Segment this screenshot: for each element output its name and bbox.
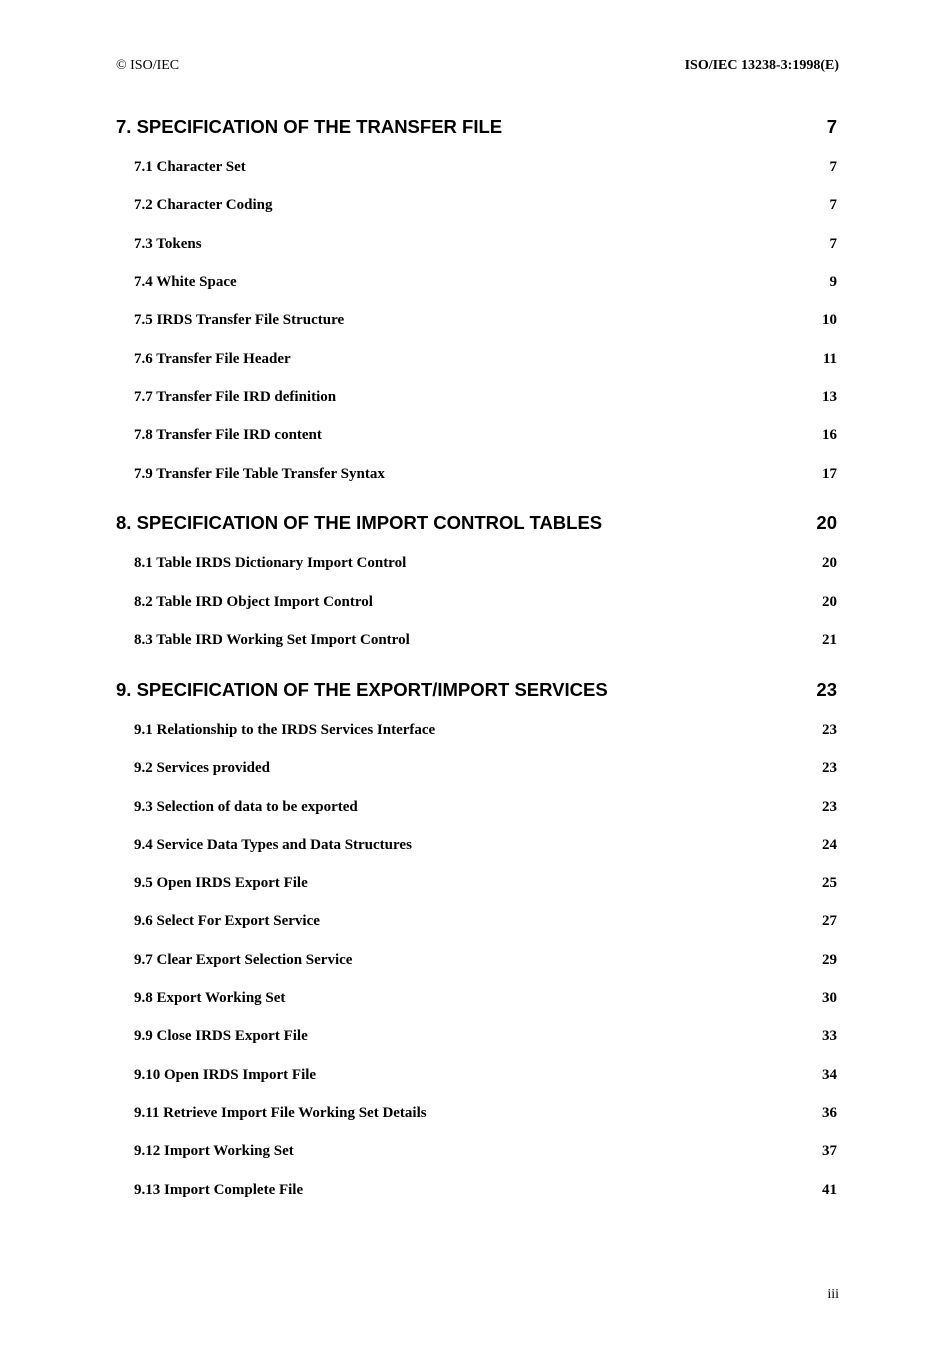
toc-item-page: 13 (822, 389, 837, 405)
toc-item-title: 9.10 Open IRDS Import File (134, 1067, 317, 1083)
toc-item-page: 41 (822, 1182, 837, 1198)
toc-section-page: 20 (816, 512, 837, 533)
toc-item-page: 23 (822, 722, 837, 738)
toc-item-title: 9.11 Retrieve Import File Working Set Details (134, 1105, 427, 1121)
toc-item-title: 9.2 Services provided (134, 760, 270, 776)
toc-item-page: 23 (822, 799, 837, 815)
toc-item-page: 7 (829, 236, 837, 252)
toc-section-title: 9. SPECIFICATION OF THE EXPORT/IMPORT SERVICES (116, 679, 608, 700)
toc-item-page: 30 (822, 990, 837, 1006)
standard-designation: ISO/IEC 13238-3:1998(E) (684, 58, 839, 73)
toc-item-title: 7.6 Transfer File Header (134, 351, 291, 367)
toc-item-title: 7.4 White Space (134, 274, 237, 290)
toc-item-title: 9.12 Import Working Set (134, 1143, 294, 1159)
toc-item-page: 17 (822, 466, 837, 482)
toc-section-title: 8. SPECIFICATION OF THE IMPORT CONTROL TABLES (116, 512, 603, 533)
toc-item-title: 9.3 Selection of data to be exported (134, 799, 358, 815)
toc-item-title: 9.8 Export Working Set (134, 990, 286, 1006)
toc-section-title: 7. SPECIFICATION OF THE TRANSFER FILE (116, 116, 503, 137)
toc-item-title: 8.2 Table IRD Object Import Control (134, 594, 373, 610)
page-number: iii (827, 1287, 839, 1302)
toc-item-title: 7.8 Transfer File IRD content (134, 427, 322, 443)
toc-item-title: 7.1 Character Set (134, 159, 246, 175)
toc-item-title: 7.7 Transfer File IRD definition (134, 389, 337, 405)
toc-section-page: 23 (816, 679, 837, 700)
toc-item-page: 7 (829, 197, 837, 213)
toc-item-title: 7.9 Transfer File Table Transfer Syntax (134, 466, 385, 482)
toc-item-title: 9.6 Select For Export Service (134, 913, 320, 929)
toc-item-page: 24 (822, 837, 837, 853)
toc-item-page: 20 (822, 594, 837, 610)
toc-item-page: 16 (822, 427, 837, 443)
toc-item-page: 36 (822, 1105, 837, 1121)
toc-item-title: 7.3 Tokens (134, 236, 202, 252)
copyright-notice: © ISO/IEC (116, 58, 180, 73)
toc-item-page: 25 (822, 875, 837, 891)
toc-item-page: 7 (829, 159, 837, 175)
toc-item-title: 7.5 IRDS Transfer File Structure (134, 312, 345, 328)
toc-item-page: 29 (822, 952, 837, 968)
toc-item-title: 9.7 Clear Export Selection Service (134, 952, 353, 968)
toc-section-page: 7 (826, 116, 837, 137)
toc-item-title: 7.2 Character Coding (134, 197, 273, 213)
toc-item-title: 9.13 Import Complete File (134, 1182, 304, 1198)
toc-item-title: 9.4 Service Data Types and Data Structures (134, 837, 412, 853)
toc-item-page: 21 (822, 632, 837, 648)
toc-item-page: 37 (822, 1143, 837, 1159)
toc-item-page: 23 (822, 760, 837, 776)
toc-item-page: 33 (822, 1028, 837, 1044)
toc-item-page: 9 (829, 274, 837, 290)
toc-item-page: 10 (822, 312, 837, 328)
toc-item-title: 9.9 Close IRDS Export File (134, 1028, 308, 1044)
toc-item-title: 8.1 Table IRDS Dictionary Import Control (134, 555, 407, 571)
toc-item-title: 9.1 Relationship to the IRDS Services Interface (134, 722, 436, 738)
toc-item-title: 8.3 Table IRD Working Set Import Control (134, 632, 410, 648)
toc-item-title: 9.5 Open IRDS Export File (134, 875, 308, 891)
toc-item-page: 20 (822, 555, 837, 571)
toc-item-page: 34 (822, 1067, 837, 1083)
toc-item-page: 11 (822, 351, 837, 367)
toc-item-page: 27 (822, 913, 837, 929)
